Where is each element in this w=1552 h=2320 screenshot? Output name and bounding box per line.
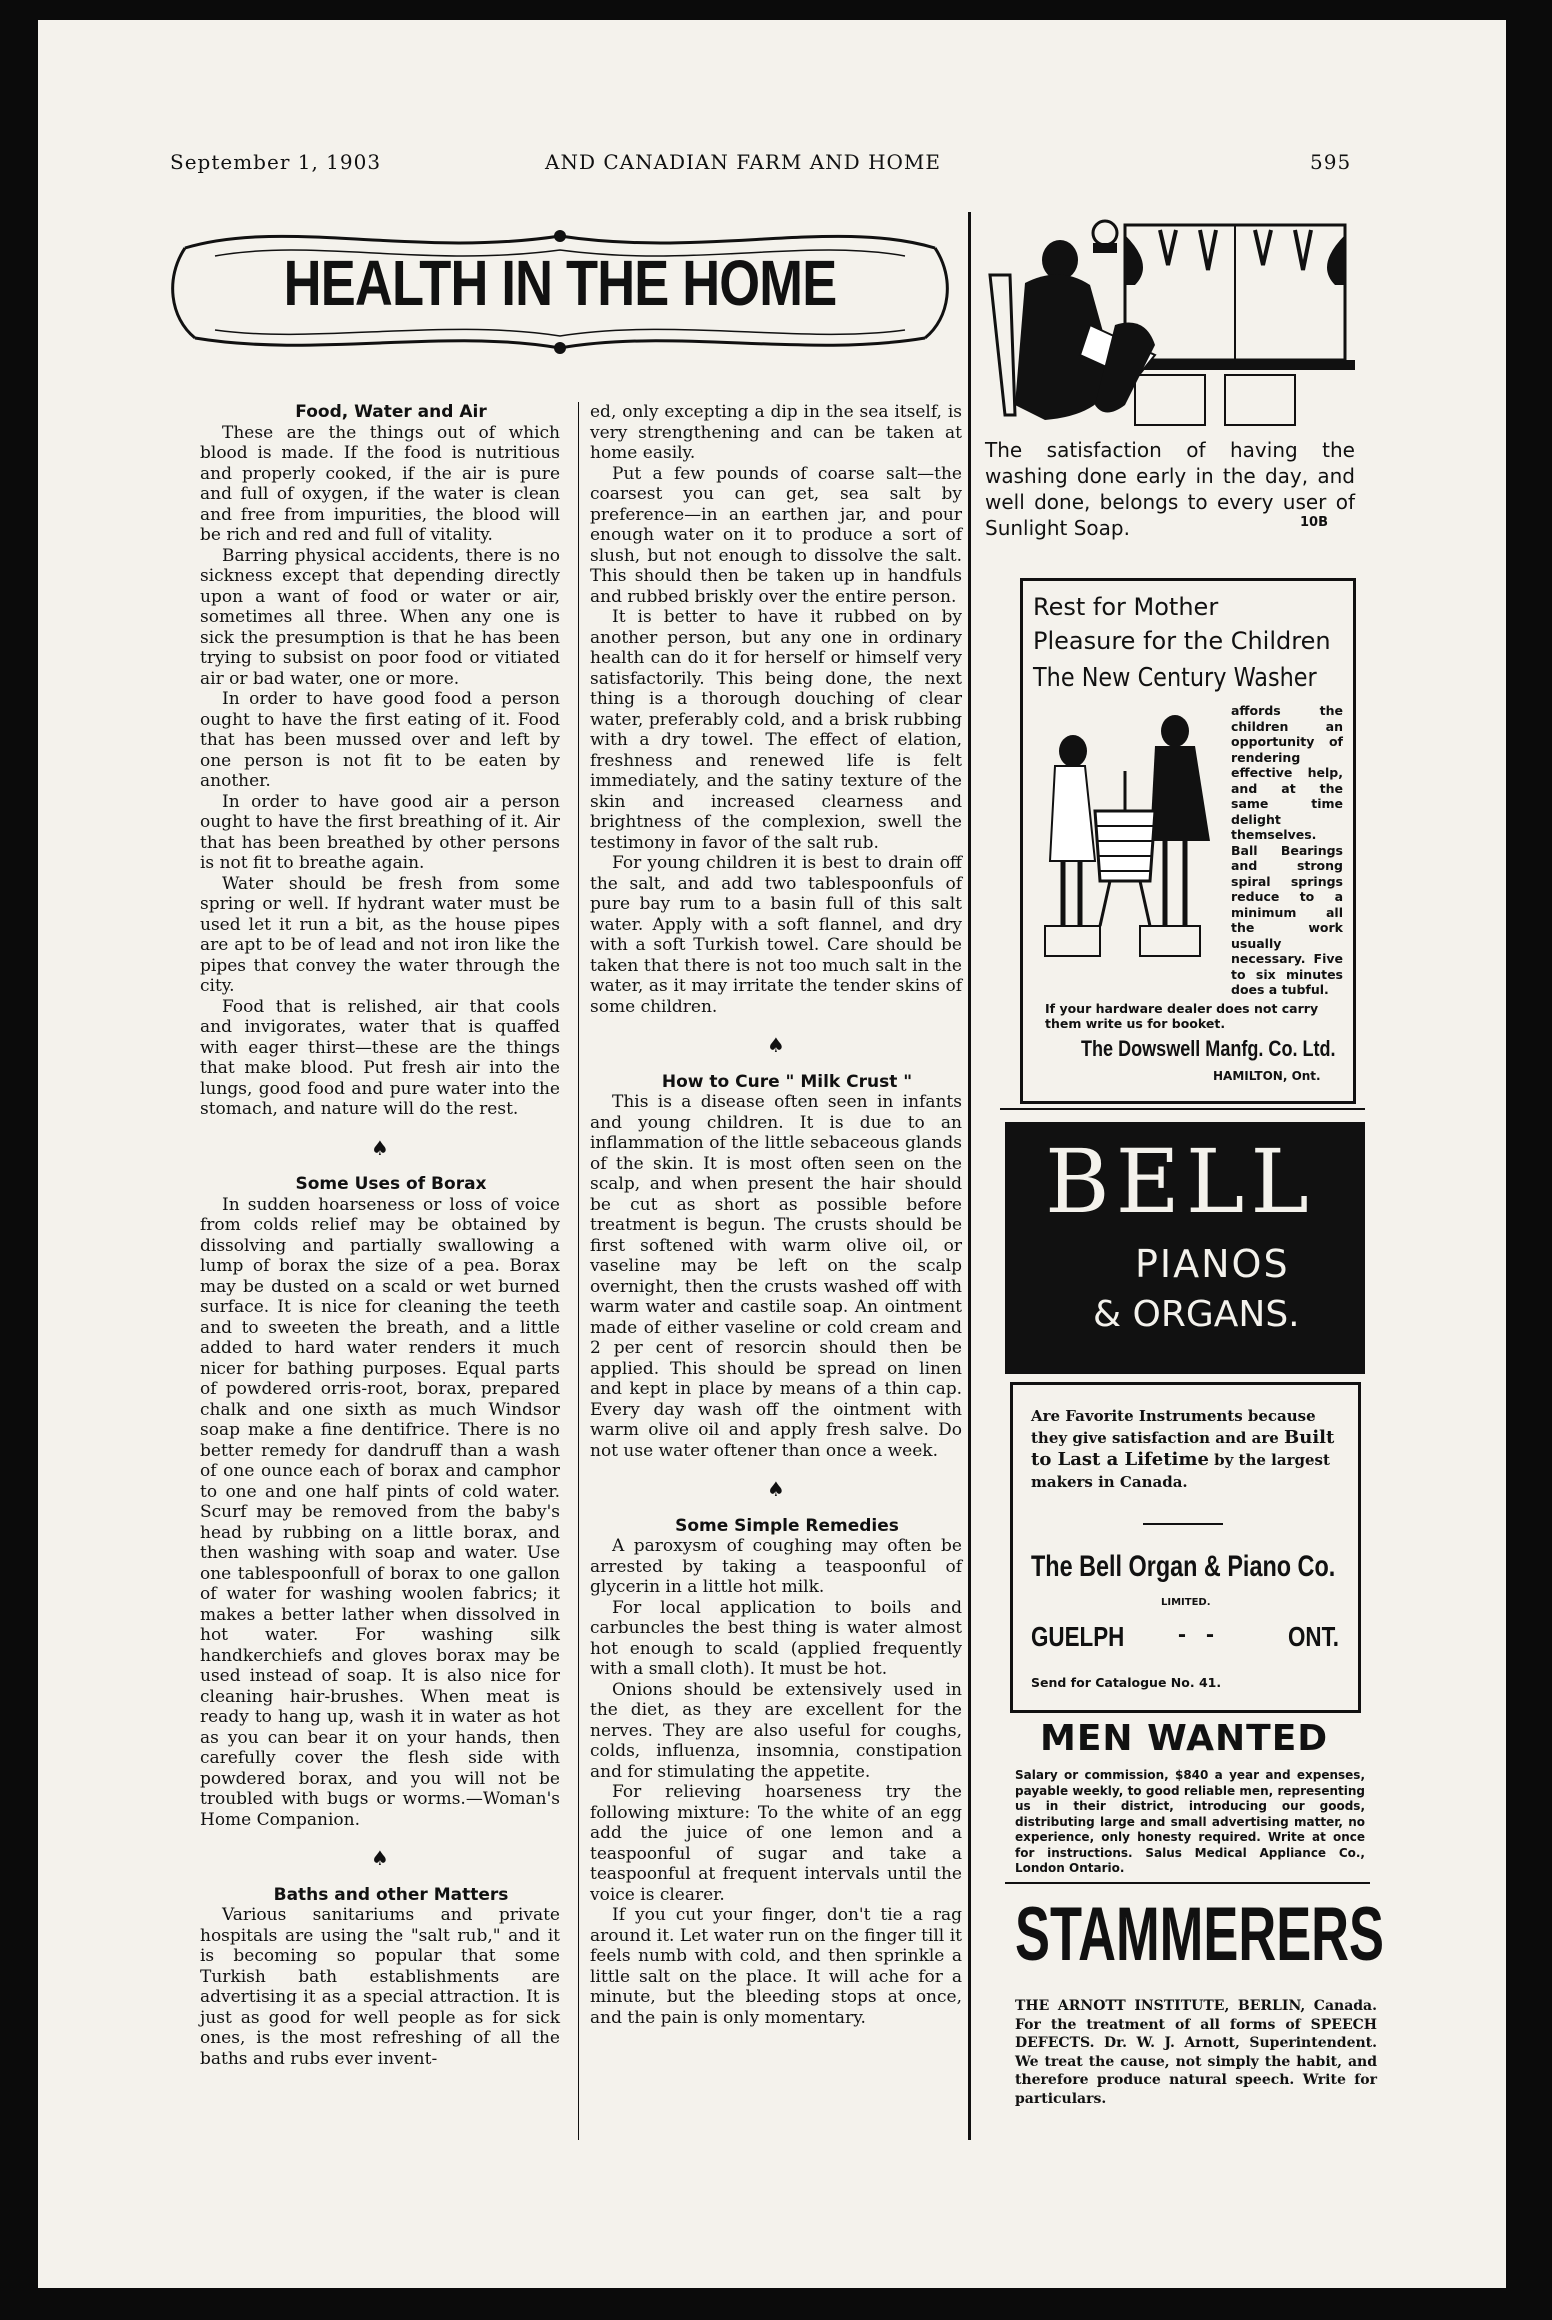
section-title-baths: Baths and other Matters: [273, 1884, 509, 1905]
section-title-food-water-air: Food, Water and Air: [295, 402, 487, 422]
ad-divider: [1000, 1108, 1365, 1110]
stammerers-ad: [1010, 1892, 1385, 2132]
header-date: September 1, 1903: [170, 150, 382, 174]
bell-text-bold: Built to Last a Lifetime: [1031, 1427, 1335, 1470]
bell-limited: LIMITED.: [1161, 1597, 1211, 1608]
woman-at-window-illustration: [985, 205, 1355, 435]
men-wanted-body: Salary or commission, $840 a year and expenses, payable weekly, to good reliable men, representing us in their district, introducing our goods, distributing large and small advertising matter, no experience, only honesty required. Write at once for instructions. Salus Medical Appliance Co., London Ontario.: [1015, 1768, 1365, 1875]
paragraph: If you cut your finger, don't tie a rag around it. Let water run on the finger till it feels numb with cold, and then sprinkle a little salt on the place. It will ache for a minute, but the bleeding stops at once, and the pain is only momentary.: [590, 1905, 962, 2028]
section-title-simple-remedies: Some Simple Remedies: [675, 1515, 899, 1536]
washer-note: If your hardware dealer does not carry them write us for booket.: [1045, 1001, 1319, 1031]
paragraph: Onions should be extensively used in the diet, as they are excellent for the nerves. They are also useful for coughs, colds, influenza, insomnia, constipation and for stimulating the appetite.: [590, 1679, 962, 1782]
paragraph: ed, only excepting a dip in the sea itself, is very strengthening and can be taken at home easily.: [590, 402, 962, 463]
washer-headline-1: Rest for Mother: [1033, 593, 1219, 621]
men-wanted-ad: [1010, 1718, 1375, 1878]
washer-city: HAMILTON, Ont.: [1213, 1069, 1321, 1083]
men-wanted-title: MEN WANTED: [1040, 1718, 1329, 1759]
bell-text-2: by the largest makers in Canada.: [1031, 1451, 1330, 1491]
bell-city: GUELPH: [1031, 1621, 1125, 1652]
banner-title: HEALTH IN THE HOME: [283, 247, 837, 319]
washer-company: The Dowswell Manfg. Co. Ltd.: [1081, 1036, 1336, 1061]
paragraph: Barring physical accidents, there is no sickness except that depending directly upon a want of food or water or air, sometimes all three. When any one is sick the presumption is that he has been trying to subsist on poor food or vitiated air or bad water, one or more.: [200, 545, 560, 689]
bell-organ-company-ad: [1010, 1382, 1361, 1713]
bell-pianos-ad: [1005, 1122, 1365, 1374]
paragraph: Food that is relished, air that cools and invigorates, water that is quaffed with eager thirst—these are the things that make blood. Put fresh air into the lungs, good food and pure water into the stomach, and nature will do the rest.: [200, 996, 560, 1119]
paragraph: A paroxysm of coughing may often be arrested by taking a teaspoonful of glycerin in a little hot milk.: [590, 1536, 962, 1597]
bell-company: The Bell Organ & Piano Co.: [1031, 1550, 1336, 1583]
spade-ornament-icon: ♠: [371, 1846, 389, 1870]
spade-ornament-icon: ♠: [767, 1477, 785, 1501]
paragraph: This is a disease often seen in infants and young children. It is due to an inflammation of the little sebaceous glands of the skin. It is most often seen on the scalp, and when present the hair should be cut as short as possible before treatment is begun. The crusts should be first softened with warm olive oil, or vaseline may be left on the scalp overnight, then the crusts washed off with warm water and castile soap. An ointment made of either vaseline or cold cream and 2 per cent of resorcin should then be applied. This should be spread on linen and kept in place by means of a thin cap. Every day wash off the ointment with warm olive oil and apply fresh salve. Do not use water oftener than once a week.: [590, 1092, 962, 1461]
header-title: AND CANADIAN FARM AND HOME: [545, 150, 941, 174]
paragraph: Water should be fresh from some spring or well. If hydrant water must be used let it run a bit, as the house pipes are apt to be of lead and not iron like the pipes that convey the water through the city.: [200, 873, 560, 996]
paragraph: Put a few pounds of coarse salt—the coarsest you can get, sea salt by preference—in an earthen jar, and pour enough water on it to produce a sort of slush, but not enough to dissolve the salt. This should then be taken up in handfuls and rubbed briskly over the entire person.: [590, 463, 962, 607]
spade-ornament-icon: ♠: [371, 1135, 389, 1160]
bell-pianos: PIANOS: [1135, 1242, 1290, 1286]
bell-province: ONT.: [1288, 1621, 1340, 1652]
bell-catalogue: Send for Catalogue No. 41.: [1031, 1675, 1222, 1690]
sunlight-soap-ad: [985, 205, 1355, 570]
paragraph: In order to have good food a person ought to have the first eating of it. Food that has been mussed over and left by one person is not fit to be eaten by another.: [200, 689, 560, 791]
paragraph: It is better to have it rubbed on by another person, but any one in ordinary health can do it for herself or himself very satisfactorily. This being done, the next thing is a thorough douching of clear water, preferably cold, and a brisk rubbing with a dry towel. The effect of elation, freshness and renewed life is felt immediately, and the satiny texture of the skin and increased clearness and brightness of the complexion, swell the testimony in favor of the salt rub.: [590, 607, 962, 853]
children-washing-illustration: [1025, 711, 1225, 971]
new-century-washer-ad: [1020, 578, 1356, 1104]
bell-organs: & ORGANS.: [1093, 1294, 1300, 1335]
section-title-milk-crust: How to Cure " Milk Crust ": [661, 1071, 913, 1092]
column-rule: [578, 402, 579, 2140]
bell-text-1: Are Favorite Instruments because they give satisfaction and are: [1031, 1407, 1316, 1447]
column-1: [200, 402, 560, 2069]
sunlight-caption: The satisfaction of having the washing done early in the day, and well done, belongs to every user of Sunlight Soap.: [985, 438, 1355, 540]
paragraph: For young children it is best to drain off the salt, and add two tablespoonfuls of pure bay rum to a basin full of this salt water. Apply with a soft flannel, and dry with a soft Turkish towel. Care should be taken that there is not too much salt in the water, as it may irritate the tender skins of some children.: [590, 853, 962, 1017]
washer-headline-3: The New Century Washer: [1033, 663, 1317, 693]
stammerers-body: THE ARNOTT INSTITUTE, BERLIN, Canada. For the treatment of all forms of SPEECH DEFECTS. Dr. W. J. Arnott, Superintendent. We treat the cause, not simply the habit, and therefore produce natural speech. Write for particulars.: [1015, 1998, 1377, 2107]
column-rule: [968, 212, 971, 2140]
column-2: [590, 402, 962, 2028]
bell-word: BELL: [1045, 1130, 1315, 1233]
spade-ornament-icon: ♠: [767, 1033, 785, 1057]
paragraph: In sudden hoarseness or loss of voice from colds relief may be obtained by dissolving and partially swallowing a lump of borax the size of a pea. Borax may be dusted on a scald or wet burned surface. It is nice for cleaning the teeth and to sweeten the breath, and a little added to hard water renders it much nicer for bathing purposes. Equal parts of powdered orris-root, borax, prepared chalk and one sixth as much Windsor soap make a fine dentifrice. There is no better remedy for dandruff than a wash of one ounce each of borax and camphor to one and one half pints of cold water. Scurf may be removed from the baby's head by rubbing on a little borax, and then washing with soap and water. Use one tablespoonfull of borax to one gallon of water for washing woolen fabrics; it makes a better lather when dissolved in hot water. For washing silk handkerchiefs and gloves borax may be used instead of soap. It is also nice for cleaning hair-brushes. When meat is ready to hang up, wash it in water as hot as you can bear it on your hands, then carefully cover the flesh side with powdered borax, and you will not be troubled with bugs or worms.—Woman's Home Companion.: [200, 1194, 560, 1830]
ad-code: 10B: [1300, 515, 1328, 530]
header-page-number: 595: [1310, 150, 1352, 174]
paragraph: For local application to boils and carbuncles the best thing is water almost hot enough to scald (applied frequently with a small cloth). It must be hot.: [590, 1597, 962, 1679]
washer-body: affords the children an opportunity of rendering effective help, and at the same time delight themselves. Ball Bearings and strong spiral springs reduce to a minimum all the work usually necessary. Five to six minutes does a tubful.: [1231, 703, 1343, 997]
stammerers-title: STAMMERERS: [1015, 1892, 1385, 1977]
banner: [165, 208, 955, 368]
section-title-uses-of-borax: Some Uses of Borax: [295, 1174, 487, 1194]
bell-dashes: - -: [1178, 1621, 1214, 1648]
washer-headline-2: Pleasure for the Children: [1033, 627, 1331, 655]
ad-divider: [1005, 1882, 1370, 1884]
short-rule: [1143, 1523, 1223, 1525]
paragraph: In order to have good air a person ought to have the first breathing of it. Air that has been breathed by other persons is not fit to breathe again.: [200, 791, 560, 873]
paragraph: For relieving hoarseness try the following mixture: To the white of an egg add the juice of one lemon and a teaspoonful of sugar and take a teaspoonful at frequent intervals until the voice is clearer.: [590, 1782, 962, 1905]
paragraph: These are the things out of which blood is made. If the food is nutritious and properly cooked, if the air is pure and full of oxygen, if the water is clean and free from impurities, the blood will be rich and red and full of vitality.: [200, 422, 560, 545]
paragraph: Various sanitariums and private hospitals are using the "salt rub," and it is becoming so popular that some Turkish bath establishments are advertising it as a special attraction. It is just as good for well people as for sick ones, is the most refreshing of all the baths and rubs ever invent-: [200, 1905, 560, 2069]
